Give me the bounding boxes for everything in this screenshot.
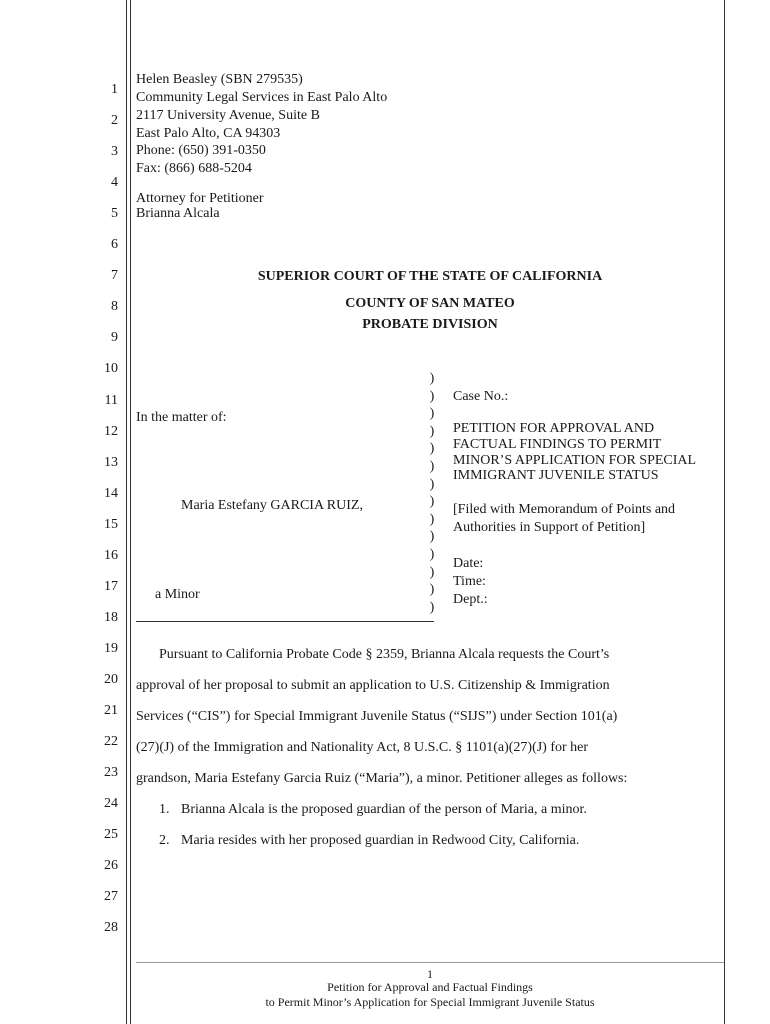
court-heading-1: SUPERIOR COURT OF THE STATE OF CALIFORNIA: [257, 269, 603, 284]
court-heading-3: PROBATE DIVISION: [362, 317, 498, 332]
line-number: 18: [104, 609, 118, 625]
line-number: 19: [104, 640, 118, 656]
body-paragraph-line-5: grandson, Maria Estefany Garcia Ruiz (“Maria”), a minor. Petitioner alleges as follows:: [136, 771, 628, 786]
right-margin-rule: [724, 0, 725, 1024]
caption-paren: ): [429, 547, 435, 562]
caption-paren: ): [429, 388, 435, 404]
body-paragraph-line-3: Services (“CIS”) for Special Immigrant Juvenile Status (“SIJS”) under Section 101(a): [136, 709, 618, 724]
petition-title-3: MINOR’S APPLICATION FOR SPECIAL: [453, 453, 697, 468]
list-item-2-number: 2.: [159, 833, 170, 848]
petition-title-4: IMMIGRANT JUVENILE STATUS: [453, 468, 659, 483]
body-paragraph-line-4: (27)(J) of the Immigration and Nationality Act, 8 U.S.C. § 1101(a)(27)(J) for her: [136, 740, 589, 755]
filed-with-2: Authorities in Support of Petition]: [453, 520, 646, 535]
hearing-dept: Dept.:: [453, 592, 488, 607]
line-number: 6: [111, 237, 118, 253]
footer-rule: [136, 962, 724, 963]
footer-page-number: 1: [427, 967, 433, 981]
footer-title-2: to Permit Minor’s Application for Special Immigrant Juvenile Status: [265, 995, 595, 1009]
attorney-client: Brianna Alcala: [136, 206, 220, 221]
line-number: 9: [111, 330, 118, 346]
body-paragraph-line-2: approval of her proposal to submit an application to U.S. Citizenship & Immigration: [136, 678, 610, 693]
court-heading-2: COUNTY OF SAN MATEO: [345, 296, 515, 311]
list-item-1-text: Brianna Alcala is the proposed guardian of the person of Maria, a minor.: [181, 802, 587, 817]
left-margin-rule-inner: [130, 0, 131, 1024]
caption-paren: ): [429, 476, 435, 492]
filed-with-1: [Filed with Memorandum of Points and: [453, 502, 676, 517]
hearing-date: Date:: [453, 556, 484, 571]
caption-underline: [136, 621, 434, 622]
petition-title-2: FACTUAL FINDINGS TO PERMIT: [453, 437, 662, 452]
body-paragraph-line-1: Pursuant to California Probate Code § 2359, Brianna Alcala requests the Court’s: [159, 647, 610, 662]
caption-paren: ): [429, 371, 435, 386]
line-number: 10: [104, 361, 118, 377]
line-number: 26: [104, 858, 118, 874]
list-item-1-number: 1.: [159, 802, 170, 817]
caption-in-matter: In the matter of:: [136, 410, 227, 425]
list-item-2-text: Maria resides with her proposed guardian in Redwood City, California.: [181, 833, 580, 848]
line-number: 22: [104, 734, 118, 750]
line-number: 24: [104, 796, 118, 812]
line-number: 11: [104, 392, 118, 408]
attorney-address-2: East Palo Alto, CA 94303: [136, 126, 281, 141]
line-number: 15: [104, 516, 118, 532]
line-number: 17: [104, 578, 118, 594]
caption-paren: ): [429, 599, 435, 615]
caption-minor-name: Maria Estefany GARCIA RUIZ,: [181, 498, 363, 513]
caption-paren: ): [429, 423, 435, 439]
attorney-name: Helen Beasley (SBN 279535): [136, 72, 303, 87]
line-number: 4: [111, 175, 118, 191]
petition-title-1: PETITION FOR APPROVAL AND: [453, 421, 655, 436]
attorney-phone: Phone: (650) 391-0350: [136, 143, 266, 158]
caption-paren: ): [429, 582, 435, 598]
caption-paren: ): [429, 511, 435, 527]
line-number: 3: [111, 144, 118, 160]
attorney-role: Attorney for Petitioner: [136, 191, 264, 206]
caption-paren: ): [429, 564, 435, 580]
line-number: 1: [111, 82, 118, 97]
line-number: 14: [104, 485, 118, 501]
line-number: 5: [111, 206, 118, 222]
line-number: 21: [104, 703, 118, 718]
caption-paren: ): [429, 459, 435, 474]
caption-paren: ): [429, 441, 435, 457]
line-number: 7: [111, 268, 118, 284]
case-number-label: Case No.:: [453, 389, 509, 404]
line-number: 8: [111, 299, 118, 315]
line-number: 25: [104, 827, 118, 843]
line-number: 28: [104, 920, 118, 936]
attorney-org: Community Legal Services in East Palo Alto: [136, 90, 388, 105]
attorney-address-1: 2117 University Avenue, Suite B: [136, 108, 320, 123]
caption-paren: ): [429, 494, 435, 510]
left-margin-rule-outer: [126, 0, 127, 1024]
line-number: 23: [104, 765, 118, 781]
line-number: 13: [104, 454, 118, 470]
line-number: 27: [104, 889, 118, 905]
line-number: 16: [104, 547, 118, 563]
attorney-fax: Fax: (866) 688-5204: [136, 161, 252, 176]
caption-a-minor: a Minor: [155, 587, 200, 602]
hearing-time: Time:: [453, 574, 486, 589]
line-number: 12: [104, 423, 118, 439]
line-number: 2: [111, 113, 118, 129]
caption-paren: ): [429, 529, 435, 545]
line-number: 20: [104, 671, 118, 687]
caption-paren: ): [429, 406, 435, 422]
footer-title-1: Petition for Approval and Factual Findings: [327, 980, 533, 994]
